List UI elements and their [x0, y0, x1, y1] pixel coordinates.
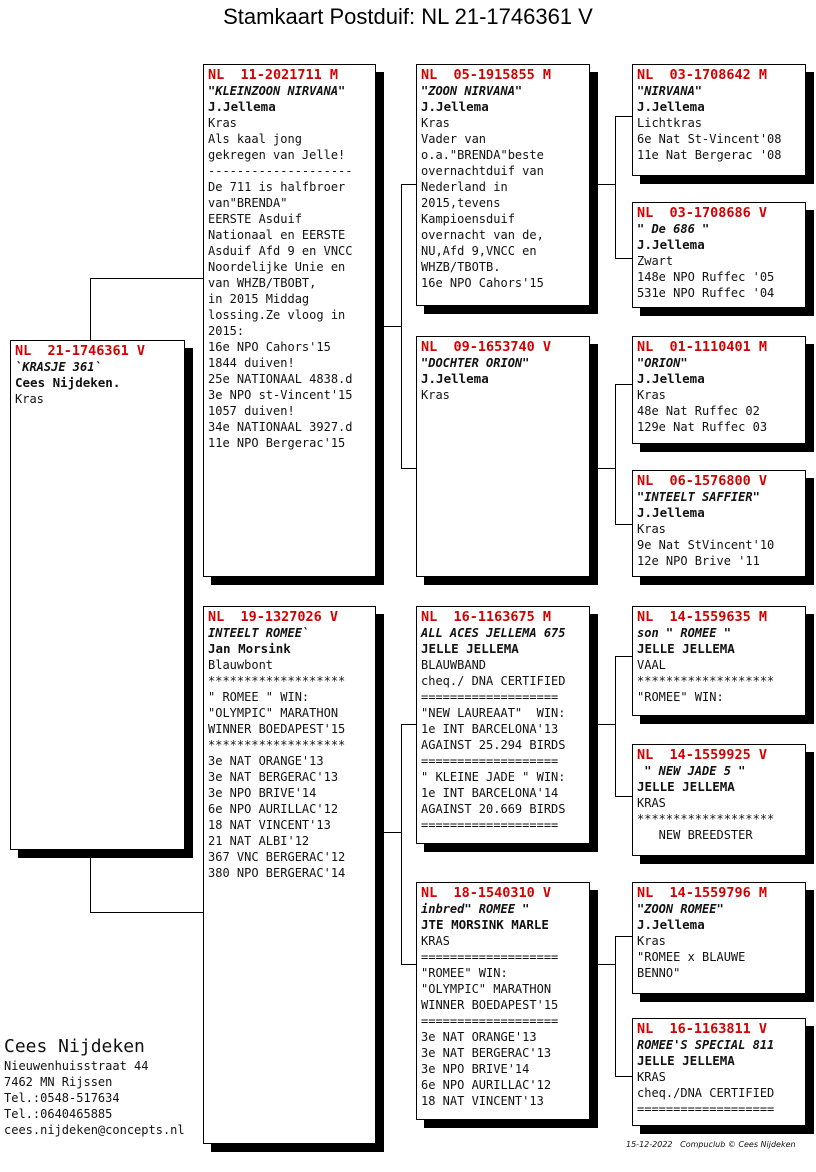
info-line: VAAL	[637, 658, 666, 672]
connector-line	[401, 468, 417, 469]
connector-line	[598, 184, 616, 185]
info-line: *******************	[637, 812, 775, 826]
pedigree-card-sire-sire-sire[interactable]	[632, 64, 806, 176]
connector-line	[401, 184, 402, 468]
ring-number: NL 11-2021711 M	[208, 67, 339, 83]
info-line: Kras	[421, 116, 450, 130]
info-line: "OLYMPIC" MARATHON	[208, 706, 339, 720]
pigeon-name: "NIRVANA"	[637, 84, 703, 98]
breeder-name: J.Jellema	[637, 99, 705, 114]
info-line: EERSTE Asduif	[208, 212, 302, 226]
breeder-name: J.Jellema	[421, 99, 489, 114]
pedigree-card-sire-dam-dam[interactable]	[632, 470, 806, 577]
connector-line	[615, 384, 632, 385]
info-line: Lichtkras	[637, 116, 703, 130]
info-line: Kras	[637, 388, 666, 402]
info-line: 12e NPO Brive '11	[637, 554, 760, 568]
connector-line	[90, 912, 204, 913]
owner-name: Cees Nijdeken	[4, 1036, 145, 1057]
info-line: 3e NPO BRIVE'14	[208, 786, 317, 800]
pedigree-card-sire-dam-sire[interactable]	[632, 336, 806, 444]
connector-line	[615, 656, 616, 796]
connector-line	[615, 258, 632, 259]
connector-line	[615, 1076, 632, 1077]
connector-line	[598, 964, 616, 965]
info-line: 148e NPO Ruffec '05	[637, 270, 775, 284]
pigeon-name: "ORION"	[637, 356, 688, 370]
info-line: 1844 duiven!	[208, 356, 295, 370]
pigeon-name: " NEW JADE 5 "	[637, 764, 746, 778]
connector-line	[615, 796, 632, 797]
ring-number: NL 03-1708686 V	[637, 205, 768, 221]
info-line: "ROMEE" WIN:	[637, 690, 724, 704]
ring-number: NL 21-1746361 V	[15, 343, 146, 359]
connector-line	[615, 524, 632, 525]
ring-number: NL 19-1327026 V	[208, 609, 339, 625]
pedigree-card-subject[interactable]	[10, 340, 185, 850]
info-line: Kras	[637, 522, 666, 536]
connector-line	[615, 936, 632, 937]
info-line: ===================	[421, 754, 559, 768]
info-line: BLAUWBAND	[421, 658, 487, 672]
info-line: *******************	[208, 674, 346, 688]
info-line: ===================	[421, 950, 559, 964]
connector-line	[401, 724, 417, 725]
info-line: Nederland in	[421, 180, 508, 194]
breeder-name: J.Jellema	[637, 371, 705, 386]
info-line: gekregen van Jelle!	[208, 148, 346, 162]
info-line: 34e NATIONAAL 3927.d	[208, 420, 353, 434]
page-title: Stamkaart Postduif: NL 21-1746361 V	[223, 4, 593, 29]
breeder-name: J.Jellema	[637, 237, 705, 252]
info-line: 25e NATIONAAL 4838.d	[208, 372, 353, 386]
info-line: 18 NAT VINCENT'13	[208, 818, 331, 832]
info-line: van WHZB/TBOBT,	[208, 276, 317, 290]
pedigree-card-dam-sire-dam[interactable]	[632, 744, 806, 856]
pigeon-name: "DOCHTER ORION"	[421, 356, 530, 370]
info-line: 1e INT BARCELONA'13	[421, 722, 559, 736]
ring-number: NL 16-1163811 V	[637, 1021, 768, 1037]
breeder-name: J.Jellema	[637, 917, 705, 932]
info-line: lossing.Ze vloog in	[208, 308, 346, 322]
info-line: 3e NAT BERGERAC'13	[208, 770, 339, 784]
pigeon-name: `KRASJE 361`	[15, 360, 102, 374]
pedigree-card-dam-dam[interactable]	[416, 882, 590, 1120]
pedigree-card-dam-dam-dam[interactable]	[632, 1018, 806, 1126]
ring-number: NL 06-1576800 V	[637, 473, 768, 489]
breeder-name: Cees Nijdeken.	[15, 375, 121, 390]
breeder-name: Jan Morsink	[208, 641, 291, 656]
pedigree-card-dam-dam-sire[interactable]	[632, 882, 806, 994]
info-line: *******************	[208, 738, 346, 752]
info-line: 3e NPO st-Vincent'15	[208, 388, 353, 402]
pigeon-name: "INTEELT SAFFIER"	[637, 490, 760, 504]
pigeon-name: INTEELT ROMEE`	[208, 626, 310, 640]
connector-line	[598, 724, 616, 725]
pedigree-card-dam-sire-sire[interactable]	[632, 606, 806, 716]
connector-line	[384, 326, 402, 327]
info-line: cheq./ DNA CERTIFIED	[421, 674, 566, 688]
info-line: 531e NPO Ruffec '04	[637, 286, 775, 300]
info-line: WINNER BOEDAPEST'15	[208, 722, 346, 736]
connector-line	[598, 468, 616, 469]
pedigree-card-sire-dam[interactable]	[416, 336, 590, 577]
footer-credit: 15-12-2022 Compuclub © Cees Nijdeken	[626, 1140, 796, 1149]
connector-line	[401, 964, 417, 965]
ring-number: NL 09-1653740 V	[421, 339, 552, 355]
info-line: 367 VNC BERGERAC'12	[208, 850, 346, 864]
info-line: 380 NPO BERGERAC'14	[208, 866, 346, 880]
info-line: KRAS	[637, 796, 666, 810]
ring-number: NL 14-1559925 V	[637, 747, 768, 763]
info-line: KRAS	[637, 1070, 666, 1084]
ring-number: NL 18-1540310 V	[421, 885, 552, 901]
info-line: 1057 duiven!	[208, 404, 295, 418]
info-line: 6e NPO AURILLAC'12	[208, 802, 339, 816]
info-line: 1e INT BARCELONA'14	[421, 786, 559, 800]
pigeon-name: ROMEE'S SPECIAL 811	[637, 1038, 775, 1052]
connector-line	[90, 278, 91, 340]
pigeon-name: son " ROMEE "	[637, 626, 731, 640]
info-line: *******************	[637, 674, 775, 688]
owner-phone: Tel.:0548-517634	[4, 1091, 120, 1105]
ring-number: NL 14-1559796 M	[637, 885, 768, 901]
info-line: Blauwbont	[208, 658, 274, 672]
info-line: AGAINST 20.669 BIRDS	[421, 802, 566, 816]
info-line: BENNO"	[637, 966, 681, 980]
info-line: 11e NPO Bergerac'15	[208, 436, 346, 450]
connector-line	[615, 116, 616, 258]
owner-street: Nieuwenhuisstraat 44	[4, 1059, 149, 1073]
info-line: o.a."BRENDA"beste	[421, 148, 544, 162]
info-line: 3e NPO BRIVE'14	[421, 1062, 530, 1076]
info-line: 2015,tevens	[421, 196, 501, 210]
pigeon-name: inbred" ROMEE "	[421, 902, 530, 916]
info-line: KRAS	[421, 934, 450, 948]
pigeon-name: ALL ACES JELLEMA 675	[421, 626, 566, 640]
info-line: 6e Nat St-Vincent'08	[637, 132, 782, 146]
info-line: "NEW LAUREAAT" WIN:	[421, 706, 566, 720]
info-line: in 2015 Middag	[208, 292, 310, 306]
info-line: 3e NAT ORANGE'13	[208, 754, 324, 768]
connector-line	[401, 724, 402, 964]
breeder-name: J.Jellema	[637, 505, 705, 520]
info-line: 129e Nat Ruffec 03	[637, 420, 768, 434]
info-line: " KLEINE JADE " WIN:	[421, 770, 566, 784]
breeder-name: JELLE JELLEMA	[421, 641, 519, 656]
info-line: --------------------	[208, 164, 353, 178]
pedigree-card-sire-sire-dam[interactable]	[632, 202, 806, 308]
info-line: van"BRENDA"	[208, 196, 288, 210]
owner-city: 7462 MN Rijssen	[4, 1075, 113, 1089]
info-line: 16e NPO Cahors'15	[208, 340, 331, 354]
ring-number: NL 05-1915855 M	[421, 67, 552, 83]
info-line: "ROMEE x BLAUWE	[637, 950, 746, 964]
info-line: overnachtduif van	[421, 164, 544, 178]
info-line: 9e Nat StVincent'10	[637, 538, 775, 552]
info-line: NEW BREEDSTER	[637, 828, 753, 842]
info-line: WINNER BOEDAPEST'15	[421, 998, 559, 1012]
pigeon-name: " De 686 "	[637, 222, 710, 236]
info-line: WHZB/TBOTB.	[421, 260, 501, 274]
info-line: 16e NPO Cahors'15	[421, 276, 544, 290]
connector-line	[90, 850, 91, 912]
pigeon-name: "KLEINZOON NIRVANA"	[208, 84, 346, 98]
info-line: 48e Nat Ruffec 02	[637, 404, 760, 418]
info-line: Kras	[421, 388, 450, 402]
info-line: ===================	[421, 690, 559, 704]
pigeon-name: "ZOON NIRVANA"	[421, 84, 523, 98]
info-line: "OLYMPIC" MARATHON	[421, 982, 552, 996]
info-line: AGAINST 25.294 BIRDS	[421, 738, 566, 752]
connector-line	[384, 832, 402, 833]
breeder-name: JTE MORSINK MARLE	[421, 917, 549, 932]
pedigree-card-sire-sire[interactable]	[416, 64, 590, 306]
ring-number: NL 16-1163675 M	[421, 609, 552, 625]
info-line: Kras	[15, 392, 44, 406]
connector-line	[615, 116, 632, 117]
info-line: Kras	[208, 116, 237, 130]
info-line: 3e NAT ORANGE'13	[421, 1030, 537, 1044]
info-line: 11e Nat Bergerac '08	[637, 148, 782, 162]
info-line: Vader van	[421, 132, 487, 146]
ring-number: NL 14-1559635 M	[637, 609, 768, 625]
breeder-name: JELLE JELLEMA	[637, 641, 735, 656]
breeder-name: JELLE JELLEMA	[637, 779, 735, 794]
info-line: ===================	[637, 1102, 775, 1116]
info-line: ===================	[421, 1014, 559, 1028]
info-line: Asduif Afd 9 en VNCC	[208, 244, 353, 258]
owner-email[interactable]: cees.nijdeken@concepts.nl	[4, 1123, 185, 1137]
info-line: De 711 is halfbroer	[208, 180, 346, 194]
info-line: Als kaal jong	[208, 132, 302, 146]
info-line: 6e NPO AURILLAC'12	[421, 1078, 552, 1092]
info-line: " ROMEE " WIN:	[208, 690, 310, 704]
owner-address-block	[4, 1036, 185, 1138]
ring-number: NL 01-1110401 M	[637, 339, 768, 355]
info-line: "ROMEE" WIN:	[421, 966, 508, 980]
info-line: 18 NAT VINCENT'13	[421, 1094, 544, 1108]
info-line: 3e NAT BERGERAC'13	[421, 1046, 552, 1060]
info-line: Nationaal en EERSTE	[208, 228, 346, 242]
ring-number: NL 03-1708642 M	[637, 67, 768, 83]
breeder-name: J.Jellema	[208, 99, 276, 114]
owner-mobile: Tel.:0640465885	[4, 1107, 113, 1121]
pedigree-card-sire[interactable]	[203, 64, 376, 577]
info-line: 21 NAT ALBI'12	[208, 834, 310, 848]
info-line: NU,Afd 9,VNCC en	[421, 244, 537, 258]
info-line: Kras	[637, 934, 666, 948]
info-line: Kampioensduif	[421, 212, 515, 226]
pigeon-name: "ZOON ROMEE"	[637, 902, 724, 916]
connector-line	[90, 278, 204, 279]
connector-line	[401, 184, 417, 185]
pedigree-card-dam-sire[interactable]	[416, 606, 590, 844]
info-line: Noordelijke Unie en	[208, 260, 346, 274]
info-line: overnacht van de,	[421, 228, 544, 242]
info-line: ===================	[421, 818, 559, 832]
info-line: cheq./DNA CERTIFIED	[637, 1086, 775, 1100]
info-line: Zwart	[637, 254, 674, 268]
connector-line	[615, 384, 616, 524]
connector-line	[615, 936, 616, 1076]
pedigree-card-dam[interactable]	[203, 606, 376, 1144]
breeder-name: J.Jellema	[421, 371, 489, 386]
breeder-name: JELLE JELLEMA	[637, 1053, 735, 1068]
info-line: 2015:	[208, 324, 245, 338]
connector-line	[615, 656, 632, 657]
